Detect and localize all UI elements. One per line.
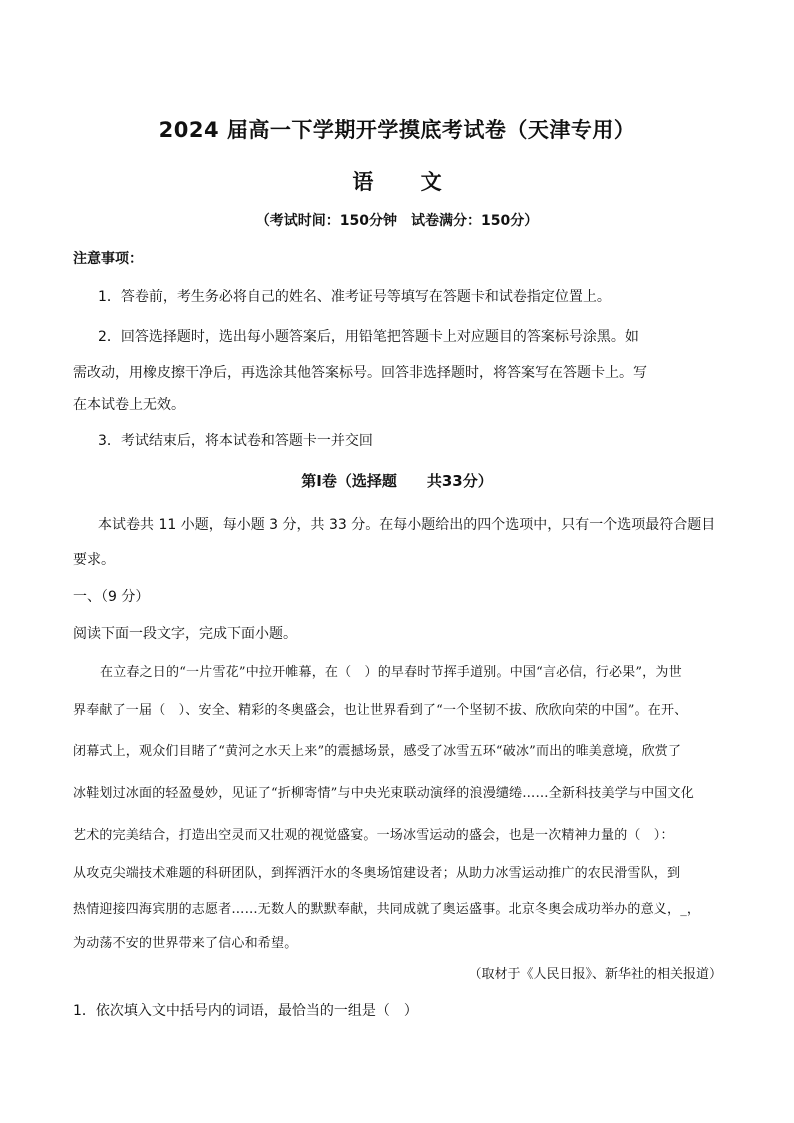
notice-title: 注意事项： <box>73 251 143 267</box>
notice-item-2-line-3: 在本试卷上无效。 <box>73 397 185 413</box>
section-heading: 第Ⅰ卷（选择题 共33分） <box>301 472 493 490</box>
subject-heading: 语 文 <box>352 170 442 194</box>
notice-item-2-line-2: 需改动，用橡皮擦干净后，再选涂其他答案标号。回答非选择题时，将答案写在答题卡上。写 <box>73 365 647 381</box>
part-label: 一、（9 分） <box>73 589 150 605</box>
passage-line: 从攻克尖端技术难题的科研团队，到挥洒汗水的冬奥场馆建设者；从助力冰雪运动推广的农民滑雪队，到 <box>73 866 681 881</box>
passage-line: 为动荡不安的世界带来了信心和希望。 <box>73 936 298 951</box>
passage-line: 在立春之日的“一片雪花”中拉开帷幕，在（ ）的早春时节挥手道别。中国“言必信，行必果”，为世 <box>100 665 682 680</box>
passage-line: 闭幕式上，观众们目睹了“黄河之水天上来”的震撼场景，感受了冰雪五环“破冰”而出的唯美意境，欣赏了 <box>73 744 682 759</box>
exam-info: （考试时间：150分钟 试卷满分：150分） <box>255 213 539 229</box>
passage-source: （取材于《人民日报》、新华社的相关报道） <box>468 967 722 982</box>
section-intro-line-1: 本试卷共 11 小题，每小题 3 分，共 33 分。在每小题给出的四个选项中，只有一个选项最符合题目 <box>98 517 716 533</box>
notice-item-3: 3．考试结束后，将本试卷和答题卡一并交回 <box>98 433 373 449</box>
exam-title: 2024 届高一下学期开学摸底考试卷（天津专用） <box>158 118 636 142</box>
question-1: 1．依次填入文中括号内的词语，最恰当的一组是（ ） <box>73 1003 418 1019</box>
passage-line: 艺术的完美结合，打造出空灵而又壮观的视觉盛宴。一场冰雪运动的盛会，也是一次精神力量的（ ）： <box>73 828 674 843</box>
notice-item-1: 1．答卷前，考生务必将自己的姓名、准考证号等填写在答题卡和试卷指定位置上。 <box>98 289 611 305</box>
section-intro-line-2: 要求。 <box>73 552 115 568</box>
notice-item-2-line-1: 2．回答选择题时，选出每小题答案后，用铅笔把答题卡上对应题目的答案标号涂黑。如 <box>98 329 639 345</box>
passage-line: 热情迎接四海宾朋的志愿者……无数人的默默奉献，共同成就了奥运盛事。北京冬奥会成功举办的意义，_， <box>73 902 701 917</box>
passage-line: 冰鞋划过冰面的轻盈曼妙，见证了“折柳寄情”与中央光束联动演绎的浪漫缱绻……全新科技美学与中国文化 <box>73 786 694 801</box>
reading-instruction: 阅读下面一段文字，完成下面小题。 <box>73 626 297 642</box>
passage-line: 界奉献了一届（ ）、安全、精彩的冬奥盛会，也让世界看到了“一个坚韧不拔、欣欣向荣的中国”。在开、 <box>73 703 688 718</box>
